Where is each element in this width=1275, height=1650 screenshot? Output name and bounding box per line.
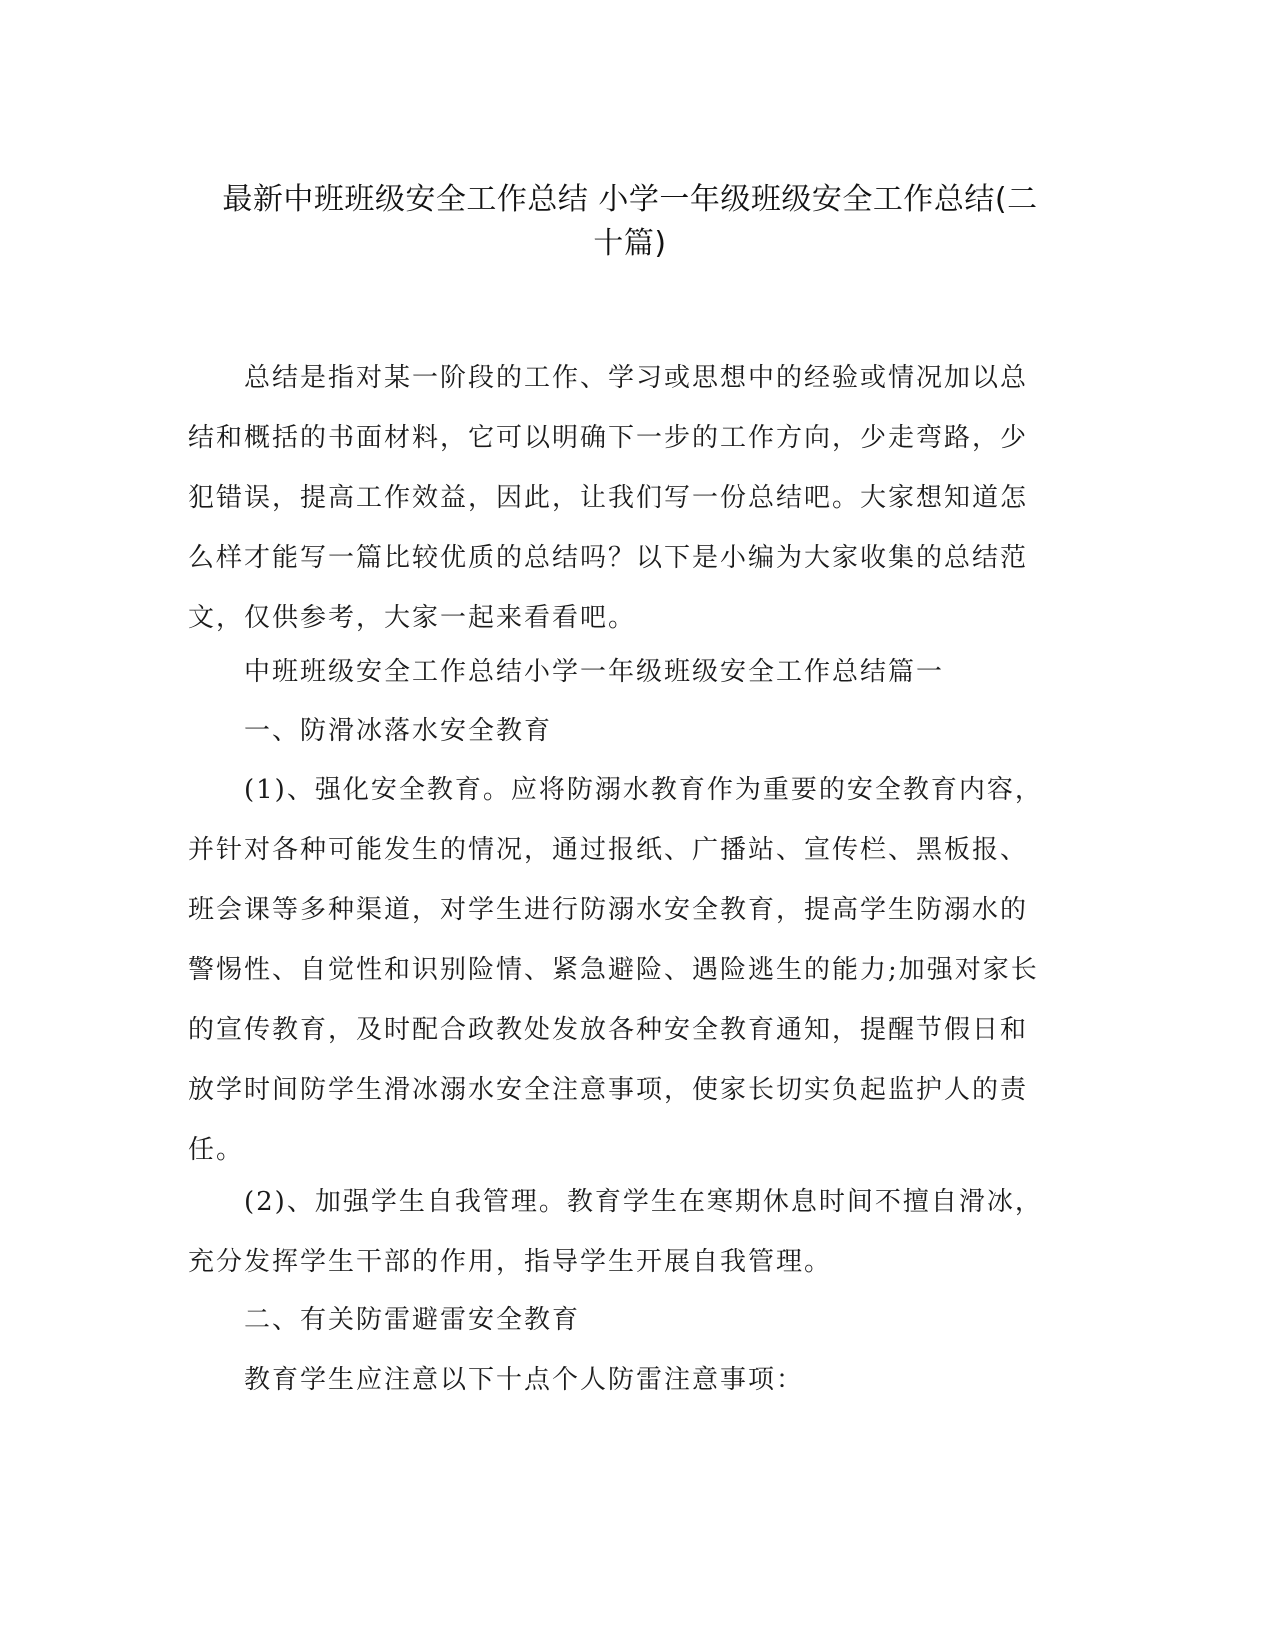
section-heading-article-one	[188, 642, 1078, 702]
section-heading-two	[188, 1290, 1078, 1350]
text-line: 二、有关防雷避雷安全教育	[188, 1305, 581, 1335]
text-line: 并针对各种可能发生的情况，通过报纸、广播站、宣传栏、黑板报、	[188, 835, 1029, 865]
paragraph-item-2	[188, 1172, 1078, 1292]
title-line: 最新中班班级安全工作总结 小学一年级班级安全工作总结(二	[222, 182, 1038, 217]
paragraph-lightning-intro	[188, 1350, 1078, 1410]
text-line: (1)、强化安全教育。应将防溺水教育作为重要的安全教育内容，	[188, 775, 1043, 805]
text-line: 文，仅供参考，大家一起来看看吧。	[188, 603, 637, 633]
text-line: (2)、加强学生自我管理。教育学生在寒期休息时间不擅自滑冰，	[188, 1187, 1043, 1217]
text-line: 中班班级安全工作总结小学一年级班级安全工作总结篇一	[188, 657, 945, 687]
title-line: 十篇)	[593, 226, 667, 261]
paragraph-item-1	[188, 760, 1078, 1180]
document-title	[180, 178, 1080, 266]
text-line: 班会课等多种渠道，对学生进行防溺水安全教育，提高学生防溺水的	[188, 895, 1029, 925]
text-line: 警惕性、自觉性和识别险情、紧急避险、遇险逃生的能力;加强对家长	[188, 955, 1039, 985]
text-line: 总结是指对某一阶段的工作、学习或思想中的经验或情况加以总	[188, 363, 1029, 393]
text-line: 的宣传教育，及时配合政教处发放各种安全教育通知，提醒节假日和	[188, 1015, 1029, 1045]
text-line: 结和概括的书面材料，它可以明确下一步的工作方向，少走弯路，少	[188, 423, 1029, 453]
text-line: 充分发挥学生干部的作用，指导学生开展自我管理。	[188, 1247, 833, 1277]
text-line: 犯错误，提高工作效益，因此，让我们写一份总结吧。大家想知道怎	[188, 483, 1029, 513]
intro-paragraph	[188, 348, 1078, 648]
section-heading-one	[188, 701, 1078, 761]
text-line: 一、防滑冰落水安全教育	[188, 716, 553, 746]
text-line: 任。	[188, 1135, 245, 1165]
text-line: 么样才能写一篇比较优质的总结吗？以下是小编为大家收集的总结范	[188, 543, 1029, 573]
text-line: 放学时间防学生滑冰溺水安全注意事项，使家长切实负起监护人的责	[188, 1075, 1029, 1105]
text-line: 教育学生应注意以下十点个人防雷注意事项：	[188, 1365, 805, 1395]
